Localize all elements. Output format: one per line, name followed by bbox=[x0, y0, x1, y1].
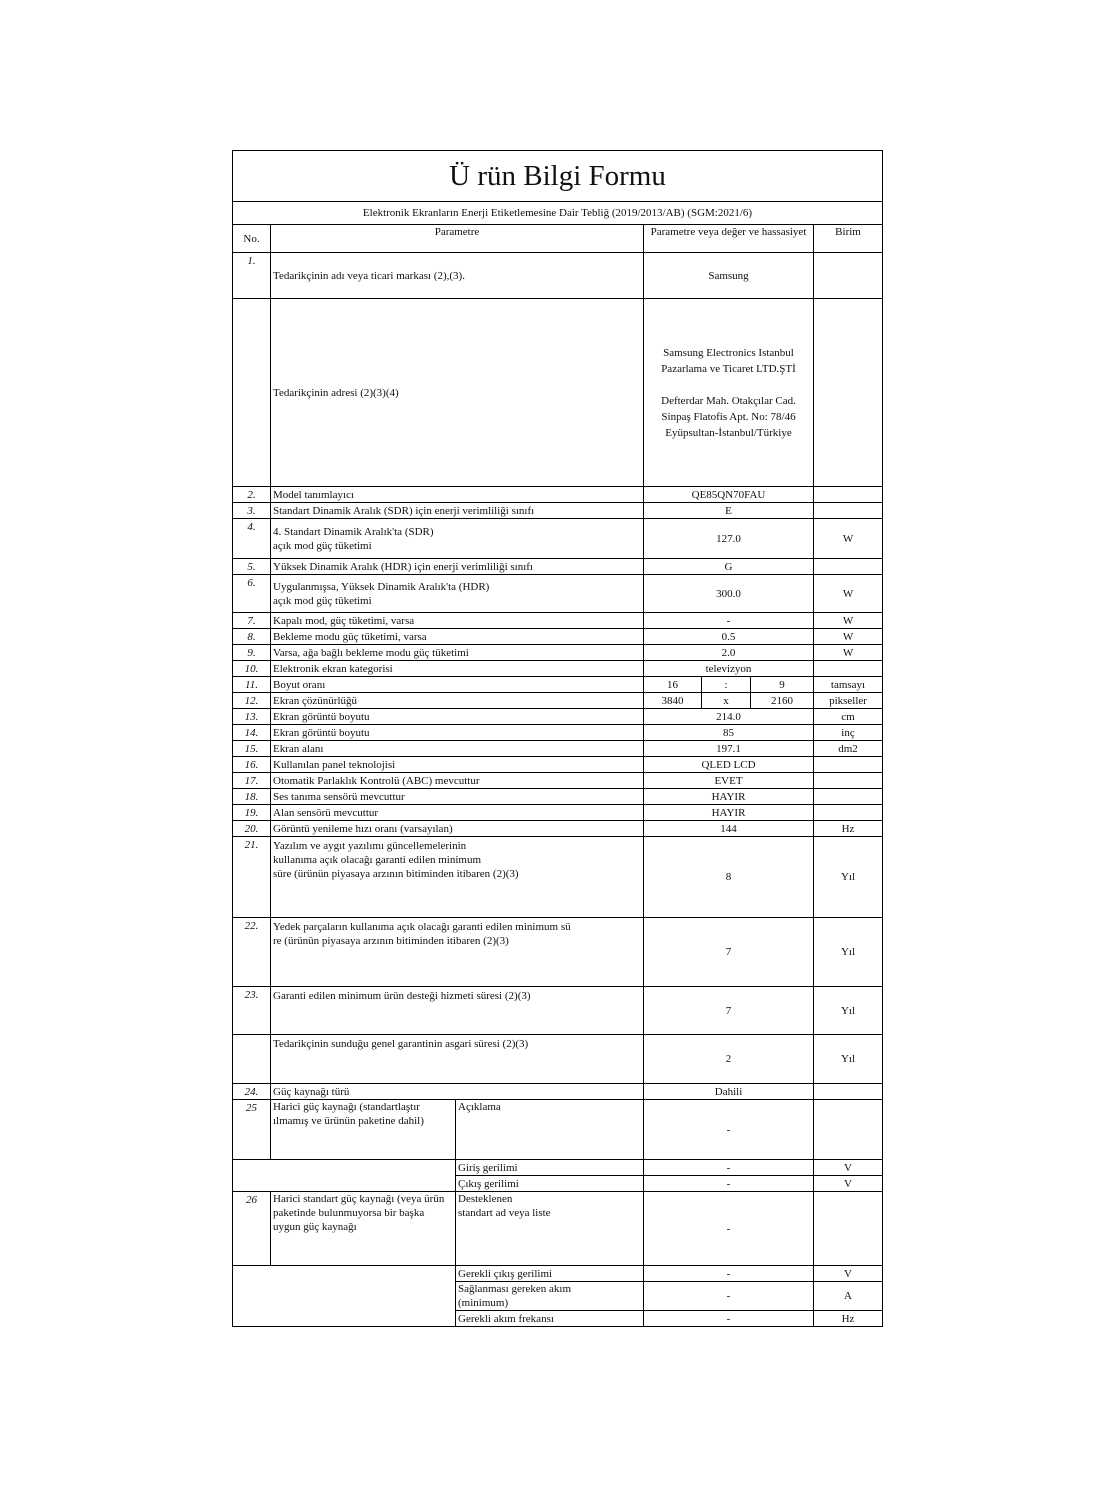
row-parameter: Uygulanmışsa, Yüksek Dinamik Aralık'ta (HDR) açık mod güç tüketimi bbox=[271, 575, 644, 613]
row-value: 7 bbox=[644, 918, 814, 987]
row-value: televizyon bbox=[644, 661, 814, 677]
row-unit: W bbox=[814, 575, 883, 613]
row-value-a: 3840 bbox=[644, 693, 702, 709]
row-parameter: Ses tanıma sensörü mevcuttur bbox=[271, 789, 644, 805]
row-number: 10. bbox=[233, 661, 271, 677]
row-value: 8 bbox=[644, 837, 814, 918]
table-row bbox=[233, 503, 883, 519]
table-row bbox=[233, 725, 883, 741]
psu25-row bbox=[233, 1100, 883, 1160]
row-unit: dm2 bbox=[814, 741, 883, 757]
row-parameter: Kullanılan panel teknolojisi bbox=[271, 757, 644, 773]
row-number: 15. bbox=[233, 741, 271, 757]
row-parameter: Tedarikçinin sunduğu genel garantinin asgari süresi (2)(3) bbox=[271, 1035, 644, 1084]
psu26-row bbox=[233, 1192, 883, 1266]
psu26-row bbox=[233, 1266, 883, 1282]
row-number: 14. bbox=[233, 725, 271, 741]
row-value: 7 bbox=[644, 987, 814, 1035]
psu26-sub-label: Gerekli akım frekansı bbox=[456, 1311, 644, 1327]
table-row bbox=[233, 805, 883, 821]
psu26-sub-label: Desteklenen standart ad veya liste bbox=[456, 1192, 644, 1266]
row-value: 127.0 bbox=[644, 519, 814, 559]
psu25-sub-value: - bbox=[644, 1176, 814, 1192]
row-parameter: Ekran çözünürlüğü bbox=[271, 693, 644, 709]
row-number: 13. bbox=[233, 709, 271, 725]
row-parameter: Otomatik Parlaklık Kontrolü (ABC) mevcuttur bbox=[271, 773, 644, 789]
table-row bbox=[233, 741, 883, 757]
row-parameter: Ekran alanı bbox=[271, 741, 644, 757]
row-number: 8. bbox=[233, 629, 271, 645]
row-parameter: Yazılım ve aygıt yazılımı güncellemelerinin kullanıma açık olacağı garanti edilen minimum süre (ürünün piyasaya arzının bitiminden itibaren (2)(3) bbox=[271, 837, 644, 918]
form-title: Ü rün Bilgi Formu bbox=[233, 151, 883, 202]
table-row bbox=[233, 677, 883, 693]
row-value: HAYIR bbox=[644, 805, 814, 821]
table-row bbox=[233, 613, 883, 629]
row-unit: Yıl bbox=[814, 987, 883, 1035]
row-number: 3. bbox=[233, 503, 271, 519]
row-value: Samsung bbox=[644, 253, 814, 299]
psu25-row bbox=[233, 1160, 883, 1176]
table-row bbox=[233, 645, 883, 661]
row-unit: W bbox=[814, 613, 883, 629]
row-unit bbox=[814, 503, 883, 519]
row-value-b: 2160 bbox=[751, 693, 814, 709]
row-parameter: Elektronik ekran kategorisi bbox=[271, 661, 644, 677]
psu25-sub-label: Giriş gerilimi bbox=[456, 1160, 644, 1176]
row-number: 19. bbox=[233, 805, 271, 821]
row-number: 9. bbox=[233, 645, 271, 661]
row-value: 0.5 bbox=[644, 629, 814, 645]
row-parameter: 4. Standart Dinamik Aralık'ta (SDR) açık mod güç tüketimi bbox=[271, 519, 644, 559]
psu25-sub-label: Açıklama bbox=[456, 1100, 644, 1160]
row-value: Dahili bbox=[644, 1084, 814, 1100]
regulation-subtitle: Elektronik Ekranların Enerji Etiketlemesine Dair Tebliğ (2019/2013/AB) (SGM:2021/6) bbox=[233, 202, 883, 225]
row-parameter: Güç kaynağı türü bbox=[271, 1084, 644, 1100]
row-unit: pikseller bbox=[814, 693, 883, 709]
table-row bbox=[233, 1035, 883, 1084]
row-value-separator: : bbox=[702, 677, 751, 693]
table-row bbox=[233, 709, 883, 725]
row-unit bbox=[814, 299, 883, 487]
row-value: 300.0 bbox=[644, 575, 814, 613]
row-value: 144 bbox=[644, 821, 814, 837]
row-number bbox=[233, 299, 271, 487]
row-value: EVET bbox=[644, 773, 814, 789]
row-value-b: 9 bbox=[751, 677, 814, 693]
row-number: 11. bbox=[233, 677, 271, 693]
row-number: 5. bbox=[233, 559, 271, 575]
psu26-label: Harici standart güç kaynağı (veya ürün paketinde bulunmuyorsa bir başka uygun güç kaynağı bbox=[271, 1192, 456, 1266]
row-value: G bbox=[644, 559, 814, 575]
psu26-sub-label: Sağlanması gereken akım (minimum) bbox=[456, 1282, 644, 1311]
row-unit bbox=[814, 487, 883, 503]
table-row bbox=[233, 299, 883, 487]
row-parameter: Yedek parçaların kullanıma açık olacağı garanti edilen minimum sü re (ürünün piyasaya arzının bitiminden itibaren (2)(3) bbox=[271, 918, 644, 987]
row-unit bbox=[814, 805, 883, 821]
row-number: 6. bbox=[233, 575, 271, 613]
row-number: 18. bbox=[233, 789, 271, 805]
row-parameter: Yüksek Dinamik Aralık (HDR) için enerji verimliliği sınıfı bbox=[271, 559, 644, 575]
psu25-sub-value: - bbox=[644, 1160, 814, 1176]
row-parameter: Garanti edilen minimum ürün desteği hizmeti süresi (2)(3) bbox=[271, 987, 644, 1035]
row-value: Samsung Electronics Istanbul Pazarlama ve Ticaret LTD.ŞTİ Defterdar Mah. Otakçılar Cad. Sinpaş Flatofis Apt. No: 78/46 Eyüpsultan-İstanbul/Türkiye bbox=[644, 299, 814, 487]
table-row bbox=[233, 987, 883, 1035]
row-parameter: Varsa, ağa bağlı bekleme modu güç tüketimi bbox=[271, 645, 644, 661]
row-parameter: Boyut oranı bbox=[271, 677, 644, 693]
row-unit bbox=[814, 773, 883, 789]
product-info-table bbox=[232, 150, 883, 1327]
table-row bbox=[233, 918, 883, 987]
table-row bbox=[233, 693, 883, 709]
row-unit: W bbox=[814, 629, 883, 645]
row-value: - bbox=[644, 613, 814, 629]
row-unit: Yıl bbox=[814, 918, 883, 987]
row-parameter: Ekran görüntü boyutu bbox=[271, 725, 644, 741]
psu26-sub-value: - bbox=[644, 1192, 814, 1266]
title-row bbox=[233, 151, 883, 202]
psu25-sub-unit bbox=[814, 1100, 883, 1160]
row-parameter: Bekleme modu güç tüketimi, varsa bbox=[271, 629, 644, 645]
row-value: QE85QN70FAU bbox=[644, 487, 814, 503]
row-number: 23. bbox=[233, 987, 271, 1035]
subtitle-row bbox=[233, 202, 883, 225]
row-parameter: Tedarikçinin adı veya ticari markası (2),(3). bbox=[271, 253, 644, 299]
row-unit bbox=[814, 1084, 883, 1100]
row-value-a: 16 bbox=[644, 677, 702, 693]
table-row bbox=[233, 837, 883, 918]
row-unit: inç bbox=[814, 725, 883, 741]
row-number: 25 bbox=[233, 1100, 271, 1160]
row-parameter: Kapalı mod, güç tüketimi, varsa bbox=[271, 613, 644, 629]
row-number: 7. bbox=[233, 613, 271, 629]
table-row bbox=[233, 629, 883, 645]
row-unit: cm bbox=[814, 709, 883, 725]
psu26-sub-unit: V bbox=[814, 1266, 883, 1282]
row-unit bbox=[814, 559, 883, 575]
row-unit: Hz bbox=[814, 821, 883, 837]
table-row bbox=[233, 773, 883, 789]
row-unit bbox=[814, 789, 883, 805]
row-value: 214.0 bbox=[644, 709, 814, 725]
row-number: 16. bbox=[233, 757, 271, 773]
row-value: E bbox=[644, 503, 814, 519]
psu25-sub-unit: V bbox=[814, 1160, 883, 1176]
row-unit: W bbox=[814, 645, 883, 661]
row-value: 2 bbox=[644, 1035, 814, 1084]
row-number: 12. bbox=[233, 693, 271, 709]
table-row bbox=[233, 789, 883, 805]
table-row bbox=[233, 821, 883, 837]
psu26-sub-unit bbox=[814, 1192, 883, 1266]
table-row bbox=[233, 519, 883, 559]
table-row bbox=[233, 487, 883, 503]
row-value: 85 bbox=[644, 725, 814, 741]
row-number: 17. bbox=[233, 773, 271, 789]
psu26-sub-label: Gerekli çıkış gerilimi bbox=[456, 1266, 644, 1282]
row-value: QLED LCD bbox=[644, 757, 814, 773]
row-number: 1. bbox=[233, 253, 271, 299]
row-parameter: Standart Dinamik Aralık (SDR) için enerji verimliliği sınıfı bbox=[271, 503, 644, 519]
row-number: 24. bbox=[233, 1084, 271, 1100]
row-unit bbox=[814, 757, 883, 773]
header-parameter: Parametre bbox=[271, 225, 644, 253]
row-unit bbox=[814, 661, 883, 677]
table-row bbox=[233, 575, 883, 613]
row-number: 21. bbox=[233, 837, 271, 918]
table-row bbox=[233, 253, 883, 299]
row-value-separator: x bbox=[702, 693, 751, 709]
table-row bbox=[233, 661, 883, 677]
table-row bbox=[233, 1084, 883, 1100]
psu26-sub-value: - bbox=[644, 1282, 814, 1311]
row-parameter: Ekran görüntü boyutu bbox=[271, 709, 644, 725]
blank-cell bbox=[233, 1266, 456, 1327]
row-parameter: Görüntü yenileme hızı oranı (varsayılan) bbox=[271, 821, 644, 837]
header-value: Parametre veya değer ve hassasiyet bbox=[644, 225, 814, 253]
psu25-sub-label: Çıkış gerilimi bbox=[456, 1176, 644, 1192]
row-value: 197.1 bbox=[644, 741, 814, 757]
row-number bbox=[233, 1035, 271, 1084]
header-row bbox=[233, 225, 883, 253]
row-parameter: Alan sensörü mevcuttur bbox=[271, 805, 644, 821]
row-number: 4. bbox=[233, 519, 271, 559]
table-row bbox=[233, 757, 883, 773]
row-number: 22. bbox=[233, 918, 271, 987]
row-number: 26 bbox=[233, 1192, 271, 1266]
table-row bbox=[233, 559, 883, 575]
psu26-sub-value: - bbox=[644, 1266, 814, 1282]
row-value: HAYIR bbox=[644, 789, 814, 805]
row-unit: Yıl bbox=[814, 837, 883, 918]
blank-cell bbox=[233, 1160, 456, 1192]
header-no: No. bbox=[233, 225, 271, 253]
row-unit: Yıl bbox=[814, 1035, 883, 1084]
psu25-label: Harici güç kaynağı (standartlaştır ılmamış ve ürünün paketine dahil) bbox=[271, 1100, 456, 1160]
row-unit bbox=[814, 253, 883, 299]
psu26-sub-value: - bbox=[644, 1311, 814, 1327]
row-number: 20. bbox=[233, 821, 271, 837]
row-unit: tamsayı bbox=[814, 677, 883, 693]
psu26-sub-unit: Hz bbox=[814, 1311, 883, 1327]
psu26-sub-unit: A bbox=[814, 1282, 883, 1311]
psu25-sub-value: - bbox=[644, 1100, 814, 1160]
row-parameter: Tedarikçinin adresi (2)(3)(4) bbox=[271, 299, 644, 487]
header-unit: Birim bbox=[814, 225, 883, 253]
psu25-sub-unit: V bbox=[814, 1176, 883, 1192]
row-number: 2. bbox=[233, 487, 271, 503]
row-value: 2.0 bbox=[644, 645, 814, 661]
row-parameter: Model tanımlayıcı bbox=[271, 487, 644, 503]
row-unit: W bbox=[814, 519, 883, 559]
